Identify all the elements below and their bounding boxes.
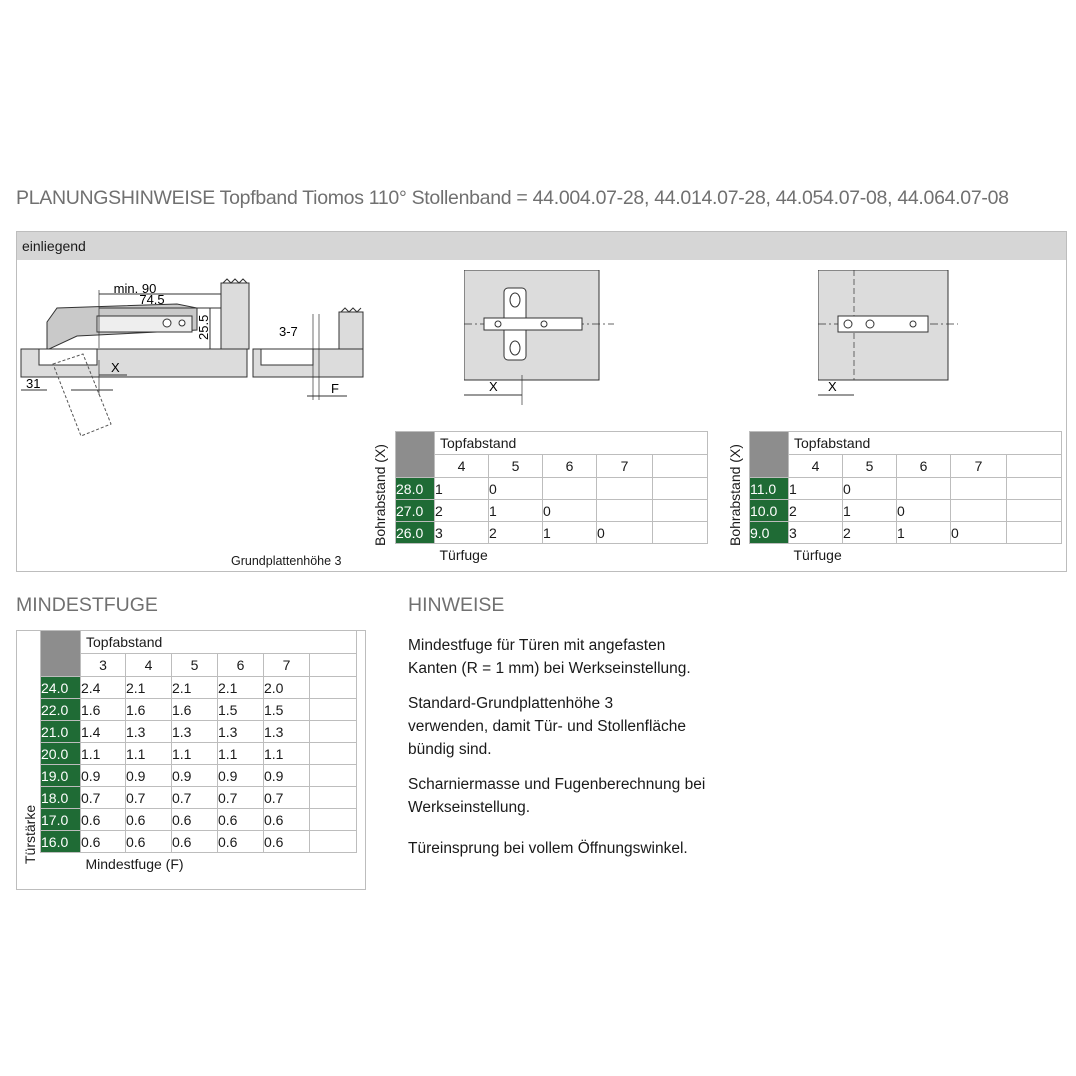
mindestfuge-cell: 1.5 — [218, 699, 264, 721]
table1-cell: 0 — [597, 522, 653, 544]
table1-cell: 3 — [435, 522, 489, 544]
mindestfuge-cell: 0.6 — [218, 809, 264, 831]
mindestfuge-cell: 0.6 — [172, 831, 218, 853]
table2-cell: 1 — [897, 522, 951, 544]
table2-cell: 0 — [897, 500, 951, 522]
table1-cell: 1 — [543, 522, 597, 544]
mindestfuge-cell: 0.6 — [264, 809, 310, 831]
mindestfuge-row — [41, 809, 357, 831]
label-37: 3-7 — [279, 324, 298, 339]
hinweis-line: bündig sind. — [408, 741, 492, 758]
mindestfuge-cell — [310, 699, 357, 721]
mindestfuge-row — [41, 677, 357, 699]
mindestfuge-row-label: 22.0 — [41, 699, 81, 721]
table2-cell: 2 — [789, 500, 843, 522]
page-title: PLANUNGSHINWEISE Topfband Tiomos 110° Stollenband = 44.004.07-28, 44.014.07-28, 44.054.07-08, 44.064.07-08 — [16, 187, 1009, 209]
table2-side-label: Bohrabstand (X) — [727, 444, 743, 546]
mindestfuge-row — [41, 699, 357, 721]
table2-col-header: 6 — [897, 455, 951, 478]
mindestfuge-cell — [310, 809, 357, 831]
mindestfuge-cell: 0.7 — [218, 787, 264, 809]
table2-col-header: 4 — [789, 455, 843, 478]
hinweis-paragraph — [408, 837, 738, 860]
mindestfuge-col-header: 6 — [218, 654, 264, 677]
mindestfuge-col-header: 5 — [172, 654, 218, 677]
mindestfuge-cell: 0.7 — [172, 787, 218, 809]
table2-col-header: 7 — [951, 455, 1007, 478]
table2-col-header: 5 — [843, 455, 897, 478]
table1-row-label: 28.0 — [396, 478, 435, 500]
table1-row-label: 26.0 — [396, 522, 435, 544]
mindestfuge-cell: 1.3 — [218, 721, 264, 743]
table2-row — [750, 522, 1062, 544]
mindestfuge-col-header: 3 — [81, 654, 126, 677]
mindestfuge-cell: 2.0 — [264, 677, 310, 699]
table1-row-label: 27.0 — [396, 500, 435, 522]
mindestfuge-foot-label: Mindestfuge (F) — [85, 855, 184, 872]
label-min90: min. 90 — [113, 281, 157, 296]
table1-row — [396, 500, 708, 522]
table2-cell — [1007, 500, 1062, 522]
table1-col-header: 6 — [543, 455, 597, 478]
table2-row-label: 10.0 — [750, 500, 789, 522]
mindestfuge-cell: 0.6 — [126, 809, 172, 831]
planning-panel — [16, 231, 1067, 572]
hinweis-line: Kanten (R = 1 mm) bei Werkseinstellung. — [408, 660, 691, 677]
table2-cell: 1 — [789, 478, 843, 500]
mindestfuge-cell: 0.7 — [81, 787, 126, 809]
table1-cell — [653, 478, 708, 500]
table1-col-header — [653, 455, 708, 478]
mindestfuge-cell: 0.6 — [81, 809, 126, 831]
mindestfuge-cell: 2.1 — [126, 677, 172, 699]
table1-col-header: 4 — [435, 455, 489, 478]
mindestfuge-cell: 0.9 — [126, 765, 172, 787]
table1-col-header: 7 — [597, 455, 653, 478]
mindestfuge-cell: 2.1 — [172, 677, 218, 699]
hinweis-line: Mindestfuge für Türen mit angefasten — [408, 637, 666, 654]
table2-cell — [1007, 478, 1062, 500]
table1-cell — [653, 500, 708, 522]
mindestfuge-cell: 0.6 — [81, 831, 126, 853]
mindestfuge-row-label: 20.0 — [41, 743, 81, 765]
mindestfuge-head-label: Topfabstand — [81, 631, 357, 654]
table2-cell: 0 — [951, 522, 1007, 544]
table2-head-label: Topfabstand — [789, 432, 1062, 455]
mindestfuge-row — [41, 831, 357, 853]
hinweis-paragraph — [408, 692, 738, 761]
table2-row-label: 11.0 — [750, 478, 789, 500]
mindestfuge-cell — [310, 677, 357, 699]
mindestfuge-row-label: 19.0 — [41, 765, 81, 787]
mindestfuge-row — [41, 787, 357, 809]
mindestfuge-cell — [310, 721, 357, 743]
panel-header — [17, 232, 1066, 260]
table2-foot-label: Türfuge — [793, 546, 842, 563]
mindestfuge-cell: 1.6 — [172, 699, 218, 721]
mindestfuge-col-header — [310, 654, 357, 677]
mindestfuge-cell: 2.4 — [81, 677, 126, 699]
table1-cell — [543, 478, 597, 500]
table1-cell: 1 — [435, 478, 489, 500]
table2-row — [750, 500, 1062, 522]
hinge-section-drawing — [17, 260, 377, 450]
mindestfuge-row-label: 24.0 — [41, 677, 81, 699]
table2-cell — [951, 478, 1007, 500]
plate1-label-x: X — [489, 379, 498, 394]
table1-row — [396, 522, 708, 544]
table2-cell: 1 — [843, 500, 897, 522]
mindestfuge-cell: 1.3 — [264, 721, 310, 743]
table1-cell: 2 — [489, 522, 543, 544]
table1-cell: 0 — [489, 478, 543, 500]
table1 — [395, 431, 708, 566]
mindestfuge-cell: 0.7 — [126, 787, 172, 809]
table1-cell — [653, 522, 708, 544]
hinweise-text — [408, 634, 738, 872]
footnote: Grundplattenhöhe 3 — [231, 554, 342, 568]
hinweis-paragraph — [408, 773, 738, 819]
mindestfuge-row-label: 16.0 — [41, 831, 81, 853]
mindestfuge-cell: 1.4 — [81, 721, 126, 743]
table2-cell — [1007, 522, 1062, 544]
mindestfuge-col-header: 4 — [126, 654, 172, 677]
table1-row — [396, 478, 708, 500]
mindestfuge-cell: 1.1 — [172, 743, 218, 765]
mindestfuge-cell — [310, 743, 357, 765]
mindestfuge-row-label: 18.0 — [41, 787, 81, 809]
mindestfuge-cell: 1.6 — [126, 699, 172, 721]
mindestfuge-row — [41, 743, 357, 765]
table1-head-label: Topfabstand — [435, 432, 708, 455]
table2-cell — [951, 500, 1007, 522]
table2-col-header — [1007, 455, 1062, 478]
table2-row-label: 9.0 — [750, 522, 789, 544]
mindestfuge-cell: 2.1 — [218, 677, 264, 699]
hinweise-heading: HINWEISE — [408, 594, 505, 616]
mindestfuge-cell: 0.6 — [172, 809, 218, 831]
table1-cell — [597, 500, 653, 522]
mindestfuge-cell: 1.1 — [264, 743, 310, 765]
hinweis-line: Türeinsprung bei vollem Öffnungswinkel. — [408, 840, 688, 857]
label-255: 25.5 — [196, 314, 211, 340]
mindestfuge-cell: 1.1 — [81, 743, 126, 765]
table2-cell — [897, 478, 951, 500]
hinweis-line: verwenden, damit Tür- und Stollenfläche — [408, 718, 687, 735]
mindestfuge-cell: 0.9 — [81, 765, 126, 787]
panel-header-label: einliegend — [22, 238, 86, 254]
table2-row — [750, 478, 1062, 500]
mindestfuge-cell: 0.9 — [172, 765, 218, 787]
mindestfuge-side-label: Türstärke — [22, 804, 38, 864]
label-31: 31 — [26, 376, 41, 391]
table1-cell — [597, 478, 653, 500]
mounting-plate-drawing-1 — [464, 270, 624, 410]
hinweis-line: Werkseinstellung. — [408, 799, 531, 816]
table1-foot-label: Türfuge — [439, 546, 488, 563]
plate2-label-x: X — [828, 379, 837, 394]
hinweis-line: Scharniermasse und Fugenberechnung bei — [408, 776, 706, 793]
mindestfuge-heading: MINDESTFUGE — [16, 594, 158, 616]
mindestfuge-cell: 0.6 — [218, 831, 264, 853]
table1-cell: 2 — [435, 500, 489, 522]
mindestfuge-cell — [310, 787, 357, 809]
table1-side-label: Bohrabstand (X) — [372, 444, 388, 546]
table1-cell: 1 — [489, 500, 543, 522]
mindestfuge-col-header: 7 — [264, 654, 310, 677]
hinweis-line: Standard-Grundplattenhöhe 3 — [408, 695, 614, 712]
table1-cell: 0 — [543, 500, 597, 522]
mindestfuge-cell: 0.7 — [264, 787, 310, 809]
mindestfuge-cell: 0.9 — [264, 765, 310, 787]
mindestfuge-row-label: 17.0 — [41, 809, 81, 831]
table2-cell: 2 — [843, 522, 897, 544]
label-x: X — [111, 360, 120, 375]
table1-col-header: 5 — [489, 455, 543, 478]
mindestfuge-row-label: 21.0 — [41, 721, 81, 743]
label-745: 74.5 — [139, 292, 165, 307]
mindestfuge-cell: 0.9 — [218, 765, 264, 787]
mindestfuge-row — [41, 721, 357, 743]
table2-cell: 0 — [843, 478, 897, 500]
mindestfuge-cell: 1.3 — [126, 721, 172, 743]
mindestfuge-cell: 1.1 — [218, 743, 264, 765]
mounting-plate-drawing-2 — [818, 270, 978, 410]
mindestfuge-cell: 0.6 — [264, 831, 310, 853]
mindestfuge-cell: 1.5 — [264, 699, 310, 721]
mindestfuge-cell: 1.3 — [172, 721, 218, 743]
mindestfuge-cell — [310, 765, 357, 787]
mindestfuge-cell — [310, 831, 357, 853]
mindestfuge-cell: 0.6 — [126, 831, 172, 853]
table2-cell: 3 — [789, 522, 843, 544]
label-f: F — [331, 381, 339, 396]
mindestfuge-table — [40, 630, 357, 875]
hinweis-paragraph — [408, 634, 738, 680]
mindestfuge-row — [41, 765, 357, 787]
mindestfuge-cell: 1.1 — [126, 743, 172, 765]
mindestfuge-cell: 1.6 — [81, 699, 126, 721]
table2 — [749, 431, 1062, 566]
